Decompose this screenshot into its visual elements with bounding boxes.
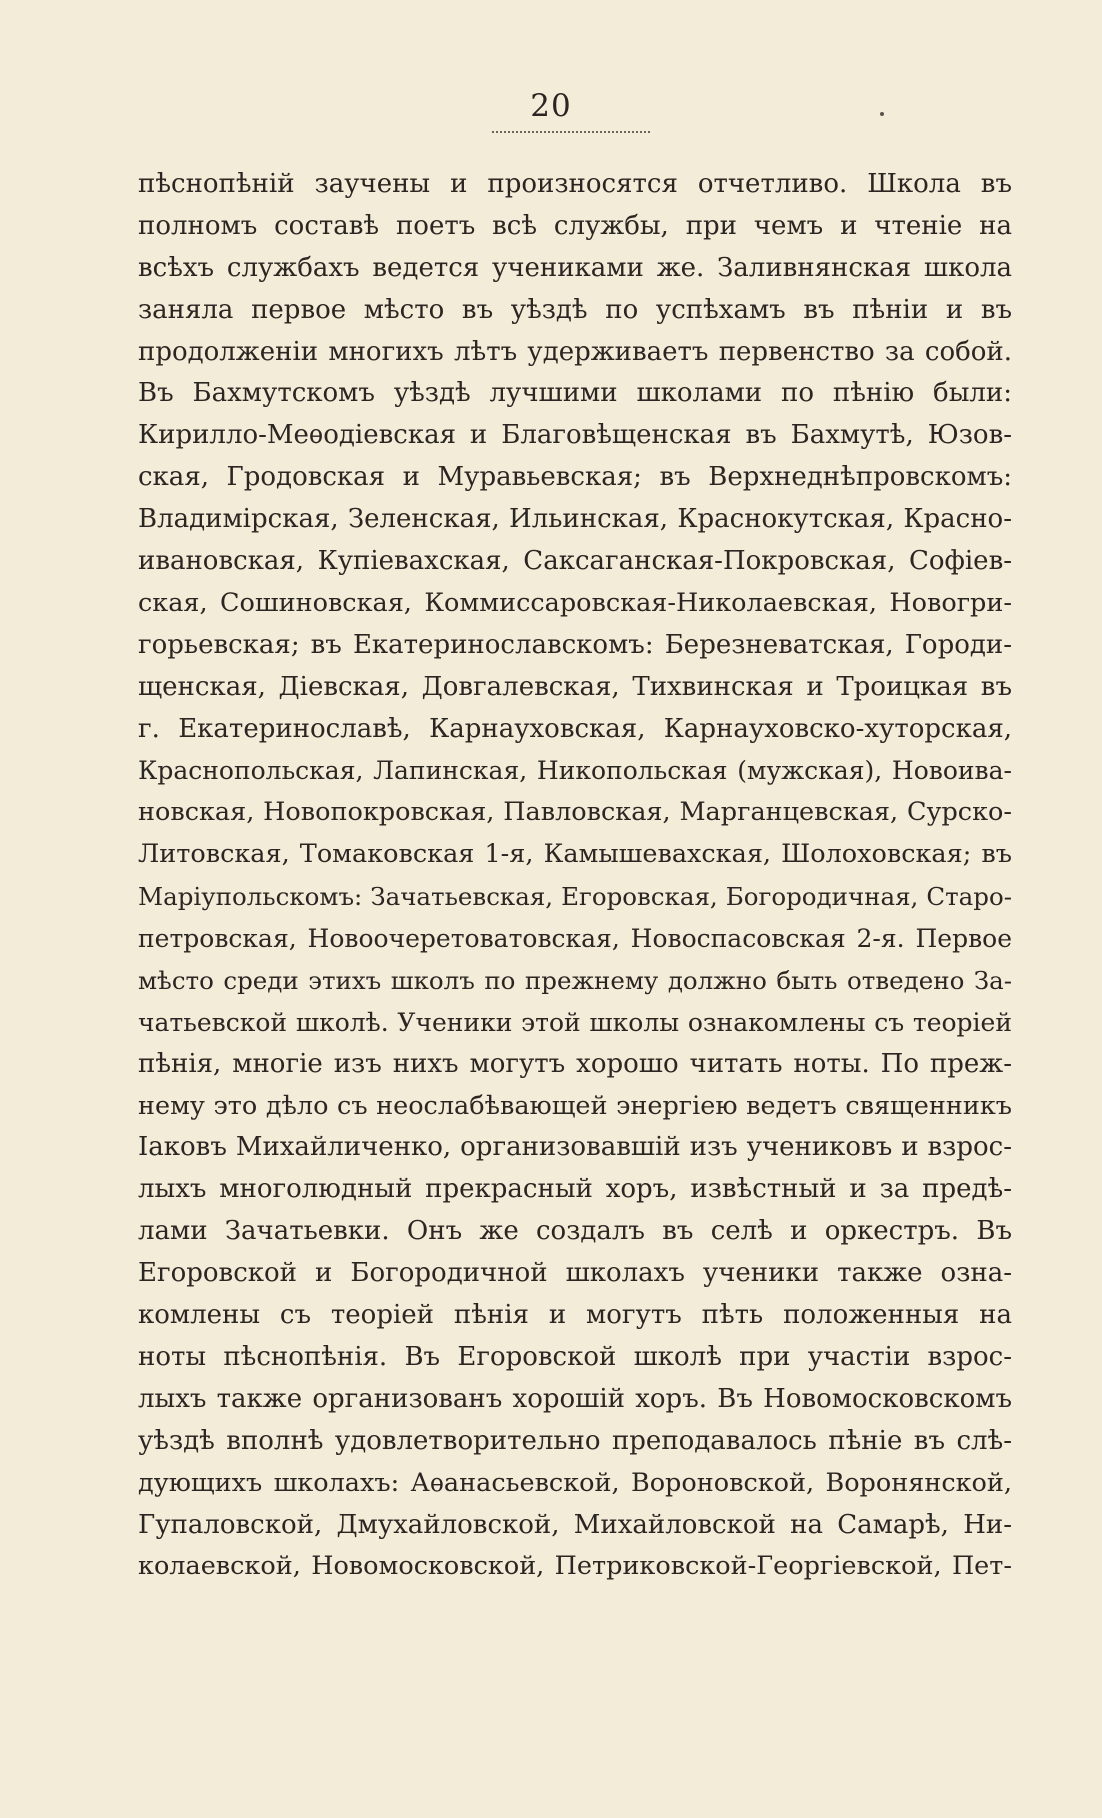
text-line: колаевской, Новомосковской, Петриковской-Георгіевской, Пет-: [138, 1551, 1012, 1582]
body-text: [138, 164, 1012, 1588]
text-line: Въ Бахмутскомъ уѣздѣ лучшими школами по пѣнію были:: [138, 378, 1012, 409]
text-line: всѣхъ службахъ ведется учениками же. Заливнянская школа: [138, 252, 1012, 283]
text-line: горьевская; въ Екатеринославскомъ: Березневатская, Городи-: [138, 629, 1012, 660]
text-line: Іаковъ Михайличенко, организовавшій изъ учениковъ и взрос-: [138, 1132, 1012, 1163]
text-line: щенская, Діевская, Довгалевская, Тихвинская и Троицкая въ: [138, 671, 1012, 702]
text-line: ноты пѣснопѣнія. Въ Егоровской школѣ при участіи взрос-: [138, 1341, 1012, 1372]
text-line: заняла первое мѣсто въ уѣздѣ по успѣхамъ въ пѣніи и въ: [138, 294, 1012, 325]
text-line: Краснопольская, Лапинская, Никопольская (мужская), Новоива-: [138, 756, 1012, 786]
text-line: мѣсто среди этихъ школъ по прежнему должно быть отведено За-: [138, 965, 1012, 995]
text-line: комлены съ теоріей пѣнія и могутъ пѣть положенныя на: [138, 1300, 1012, 1331]
text-line: дующихъ школахъ: Аѳанасьевской, Вороновской, Воронянской,: [138, 1467, 1012, 1498]
text-line: Литовская, Томаковская 1-я, Камышевахская, Шолоховская; въ: [138, 839, 1012, 870]
text-line: новская, Новопокровская, Павловская, Марганцевская, Сурско-: [138, 797, 1012, 828]
text-line: полномъ составѣ поетъ всѣ службы, при чемъ и чтеніе на: [138, 210, 1012, 241]
text-line: чатьевской школѣ. Ученики этой школы ознакомлены съ теоріей: [138, 1007, 1012, 1037]
text-line: петровская, Новоочеретоватовская, Новоспасовская 2-я. Первое: [138, 924, 1012, 954]
print-speck: [880, 112, 884, 116]
text-line: Владимірская, Зеленская, Ильинская, Краснокутская, Красно-: [138, 504, 1012, 535]
text-line: Маріупольскомъ: Зачатьевская, Егоровская, Богородичная, Старо-: [138, 882, 1012, 912]
header-rule: [492, 131, 650, 133]
text-line: ивановская, Купіевахская, Саксаганская-Покровская, Софіев-: [138, 546, 1012, 577]
text-line: лыхъ многолюдный прекрасный хоръ, извѣстный и за предѣ-: [138, 1174, 1012, 1205]
page-number: 20: [530, 88, 572, 124]
text-line: Егоровской и Богородичной школахъ ученики также озна-: [138, 1258, 1012, 1289]
text-line: пѣснопѣній заучены и произносятся отчетливо. Школа въ: [138, 169, 1012, 199]
text-line: уѣздѣ вполнѣ удовлетворительно преподавалось пѣніе въ слѣ-: [138, 1425, 1012, 1456]
text-line: нему это дѣло съ неослабѣвающей энергіею ведетъ священникъ: [138, 1090, 1012, 1121]
text-line: пѣнія, многіе изъ нихъ могутъ хорошо читать ноты. По преж-: [138, 1048, 1012, 1079]
text-line: продолженіи многихъ лѣтъ удерживаетъ первенство за собой.: [138, 336, 1012, 367]
text-line: Гупаловской, Дмухайловской, Михайловской на Самарѣ, Ни-: [138, 1509, 1012, 1540]
text-line: Кирилло-Меѳодіевская и Благовѣщенская въ Бахмутѣ, Юзов-: [138, 420, 1012, 451]
text-line: ская, Гродовская и Муравьевская; въ Верхнеднѣпровскомъ:: [138, 462, 1012, 493]
text-line: г. Екатеринославѣ, Карнауховская, Карнауховско-хуторская,: [138, 713, 1012, 744]
text-line: лами Зачатьевки. Онъ же создалъ въ селѣ и оркестръ. Въ: [138, 1216, 1012, 1247]
text-line: ская, Сошиновская, Коммиссаровская-Николаевская, Новогри-: [138, 587, 1012, 618]
text-line: лыхъ также организованъ хорошій хоръ. Въ Новомосковскомъ: [138, 1383, 1012, 1414]
